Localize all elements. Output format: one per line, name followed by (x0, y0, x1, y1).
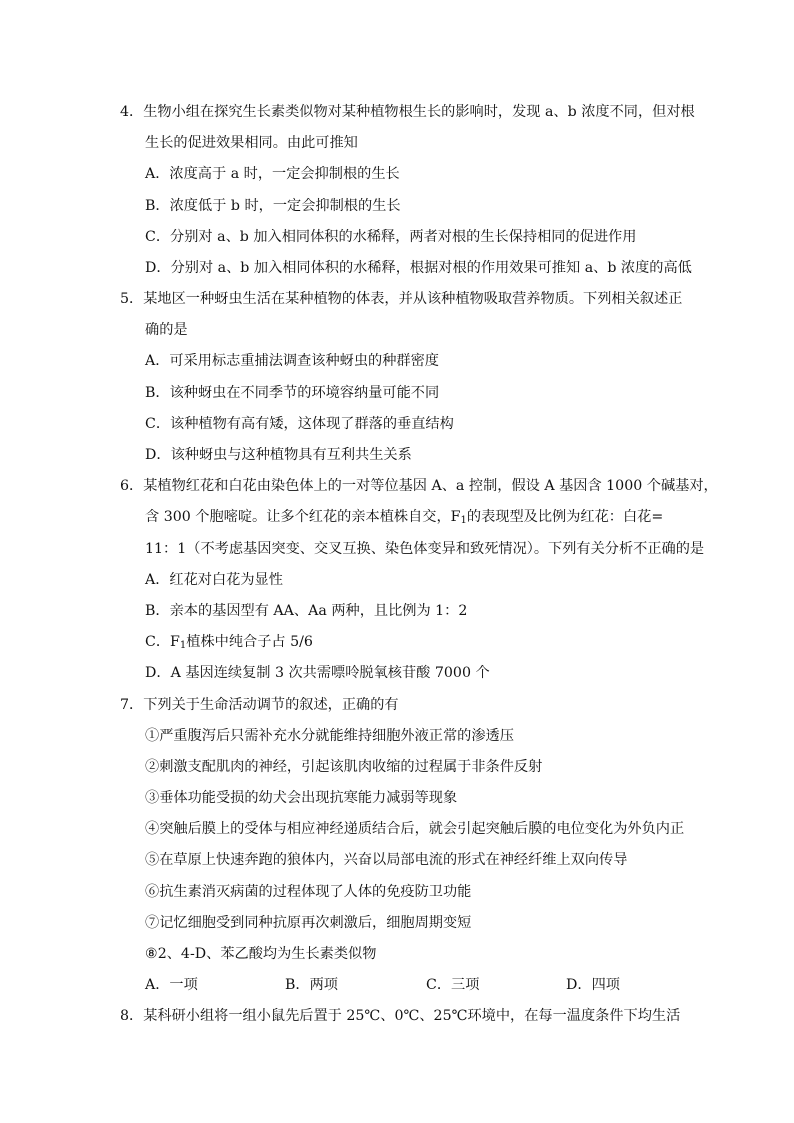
q6-option-c (145, 632, 313, 652)
q6-stem-line2 (145, 507, 663, 527)
q5-stem-line1: 5．某地区一种蚜虫生活在某种植物的体表，并从该种植物吸取营养物质。下列相关叙述正 (120, 291, 683, 307)
q4-option-d: D．分别对 a、b 加入相同体积的水稀释，根据对根的作用效果可推知 a、b 浓度的高低 (145, 260, 692, 276)
q4-option-c: C．分别对 a、b 加入相同体积的水稀释，两者对根的生长保持相同的促进作用 (145, 229, 637, 245)
q7-item-5: ⑤在草原上快速奔跑的狼体内，兴奋以局部电流的形式在神经纤维上双向传导 (145, 852, 628, 868)
q7-option-a: A．一项 (145, 977, 198, 993)
q6-option-a: A．红花对白花为显性 (145, 572, 283, 588)
q6-option-c-part1: C．F (145, 634, 180, 650)
q4-stem-line1: 4．生物小组在探究生长素类似物对某种植物根生长的影响时，发现 a、b 浓度不同，但对根 (120, 104, 695, 120)
q7-item-1: ①严重腹泻后只需补充水分就能维持细胞外液正常的渗透压 (145, 728, 514, 744)
q7-option-b: B．两项 (285, 977, 338, 993)
q5-stem-line2: 确的是 (145, 322, 188, 338)
q6-option-c-subscript: 1 (179, 640, 187, 651)
q6-option-d: D．A 基因连续复制 3 次共需嘌呤脱氧核苷酸 7000 个 (145, 665, 490, 681)
q6-option-c-part2: 植株中纯合子占 5/6 (186, 634, 313, 650)
q7-option-c: C．三项 (426, 977, 480, 993)
q6-stem-line3: 11：1（不考虑基因突变、交叉互换、染色体变异和致死情况）。下列有关分析不正确的是 (145, 541, 705, 557)
q7-stem: 7．下列关于生命活动调节的叙述，正确的有 (120, 697, 399, 713)
q7-item-8: ⑧2、4-D、苯乙酸均为生长素类似物 (145, 946, 377, 962)
q8-stem-line1: 8．某科研小组将一组小鼠先后置于 25℃、0℃、25℃环境中，在每一温度条件下均生活 (120, 1008, 681, 1024)
q6-stem-subscript: 1 (460, 515, 467, 526)
q7-item-4: ④突触后膜上的受体与相应神经递质结合后，就会引起突触后膜的电位变化为外负内正 (145, 821, 685, 837)
q5-option-c: C．该种植物有高有矮，这体现了群落的垂直结构 (145, 416, 454, 432)
q4-stem-line2: 生长的促进效果相同。由此可推知 (145, 135, 358, 151)
q4-option-a: A．浓度高于 a 时，一定会抑制根的生长 (145, 166, 400, 182)
q6-stem-line2-part2: 的表现型及比例为红花：白花= (466, 509, 664, 525)
q4-option-b: B．浓度低于 b 时，一定会抑制根的生长 (145, 198, 401, 214)
q7-option-d: D．四项 (566, 977, 620, 993)
q7-item-3: ③垂体功能受损的幼犬会出现抗寒能力减弱等现象 (145, 790, 458, 806)
q7-item-7: ⑦记忆细胞受到同种抗原再次刺激后，细胞周期变短 (145, 915, 472, 931)
q7-item-6: ⑥抗生素消灭病菌的过程体现了人体的免疫防卫功能 (145, 884, 472, 900)
q5-option-b: B．该种蚜虫在不同季节的环境容纳量可能不同 (145, 385, 440, 401)
q5-option-d: D．该种蚜虫与这种植物具有互利共生关系 (145, 447, 412, 463)
q6-option-b: B．亲本的基因型有 AA、Aa 两种，且比例为 1：2 (145, 603, 468, 619)
q6-stem-line2-part1: 含 300 个胞嘧啶。让多个红花的亲本植株自交，F (145, 509, 461, 525)
q7-item-2: ②刺激支配肌肉的神经，引起该肌肉收缩的过程属于非条件反射 (145, 759, 543, 775)
q5-option-a: A．可采用标志重捕法调查该种蚜虫的种群密度 (145, 353, 439, 369)
q6-stem-line1: 6．某植物红花和白花由染色体上的一对等位基因 A、a 控制，假设 A 基因含 1000 个碱基对， (120, 478, 718, 494)
